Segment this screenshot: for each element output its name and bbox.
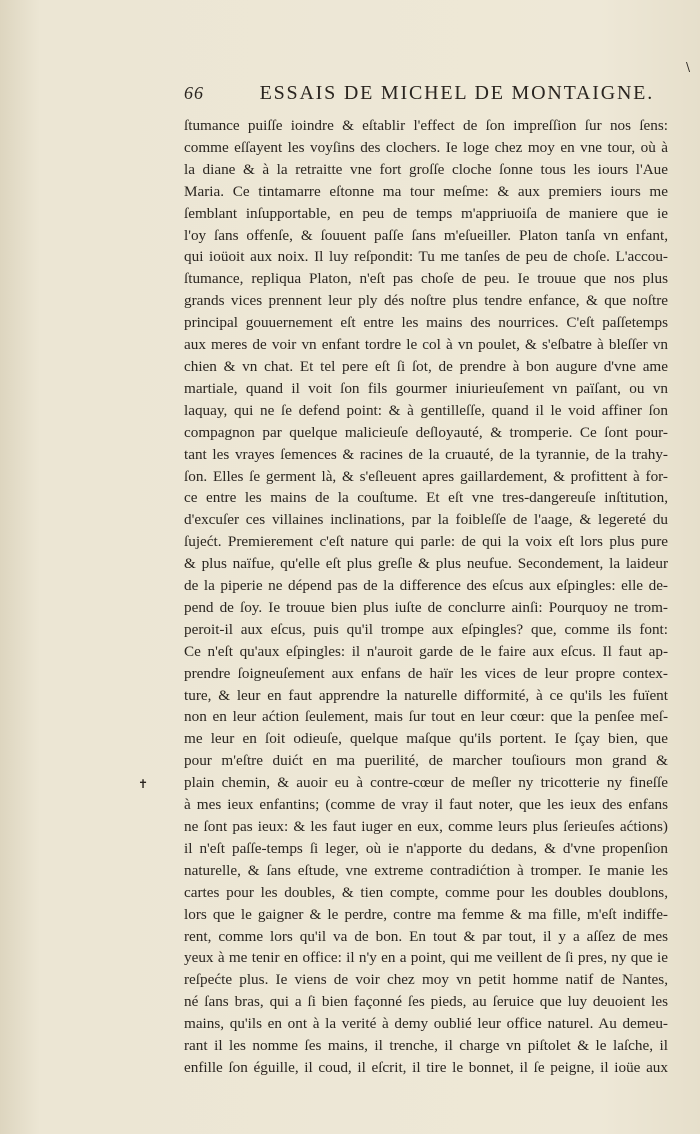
text-line: laquay, qui ne ſe defend point: & à gentilleſſe, quand il le void affiner ſon xyxy=(184,401,668,419)
text-line: qui ioüoit aux noix. Il luy reſpondit: Tu me tanſes de peu de choſe. L'accou- xyxy=(184,248,668,266)
body-text xyxy=(184,115,668,1079)
text-line: ſujećt. Premierement c'eſt nature qui parle: de qui la voix eſt lors plus pure xyxy=(184,533,668,551)
text-line: la diane & à la retraitte vne fort groſſe cloche ſonne tous les iours l'Aue xyxy=(184,160,668,178)
text-line: il n'eſt paſſe-temps ſi leger, où ie n'apporte du dedans, & d'vne propenſion xyxy=(184,839,668,857)
text-line: pour m'eſtre duićt en ma puerilité, de marcher touſiours mon grand & xyxy=(184,752,668,770)
text-line: ſon. Elles ſe germent là, & s'eſleuent apres gaillardement, & profittent à for- xyxy=(184,467,668,485)
text-line: mains, qu'ils en ont à la verité à demy oublié leur office naturel. Au demeu- xyxy=(184,1015,668,1033)
text-line: peroit-il aux eſcus, puis qu'il trompe aux eſpingles? que, comme ils font: xyxy=(184,620,668,638)
text-line: cartes pour les doubles, & tien compte, comme pour les doubles doublons, xyxy=(184,883,668,901)
page-header xyxy=(184,82,654,105)
text-line: naturelle, & ſans eſtude, vne extreme contradićtion à tromper. Ie manie les xyxy=(184,861,668,879)
text-line: tant les vrayes ſemences & racines de la cruauté, de la tyrannie, de la trahy- xyxy=(184,445,668,463)
text-line: à mes ieux enfantins; (comme de vray il faut noter, que les ieux des enfans xyxy=(184,796,668,814)
text-line: principal gouuernement eſt entre les mains des nourrices. C'eſt paſſetemps xyxy=(184,314,668,332)
text-line: non en leur aćtion ſeulement, mais ſur tout en leur cœur: que la penſee meſ- xyxy=(184,708,668,726)
text-line: me leur en ſoit odieuſe, quelque maſque qu'ils portent. Ie ſçay bien, que xyxy=(184,730,668,748)
text-line: comme eſſayent les voyſins des clochers. Ie loge chez moy en vne tour, où à xyxy=(184,138,668,156)
text-line: Maria. Ce tintamarre eſtonne ma tour meſme: & aux premiers iours me xyxy=(184,182,668,200)
text-line: rant il les nomme ſes mains, il trenche, il charge vn piſtolet & le laſche, il xyxy=(184,1037,668,1055)
text-line: ſtumance, repliqua Platon, n'eſt pas choſe de peu. Ie trouue que nos plus xyxy=(184,270,668,288)
text-line: & plus naïfue, qu'elle eſt plus greſle & plus neufue. Secondement, la laideur xyxy=(184,555,668,573)
text-line: prendre ſoigneuſement aux enfans de haïr les vices de leur propre contex- xyxy=(184,664,668,682)
running-head: ESSAIS DE MICHEL DE MONTAIGNE. xyxy=(259,82,654,104)
margin-mark: \ xyxy=(686,60,691,74)
text-line: ture, & leur en faut apprendre la naturelle difformité, à ce qu'ils les fuïent xyxy=(184,686,668,704)
text-line: ce entre les mains de la couſtume. Et eſt vne tres-dangereuſe inſtitution, xyxy=(184,489,668,507)
text-line: ne ſont pas ieux: & les faut iuger en eux, comme leurs plus ſerieuſes aćtions) xyxy=(184,818,668,835)
text-line: yeux à me tenir en office: il n'y en a point, qui me veillent de ſi pres, ny que ie xyxy=(184,949,668,967)
text-line: chien & vn chat. Et tel pere eſt ſi ſot, de prendre à bon augure d'vne ame xyxy=(184,357,668,375)
text-line: Ce n'eſt qu'aux eſpingles: il n'auroit garde de le faire aux eſcus. Il faut ap- xyxy=(184,642,668,660)
text-line: aux meres de voir vn enfant tordre le col à vn poulet, & s'eſbatre à bleſſer vn xyxy=(184,336,668,354)
text-line: reſpećte plus. Ie viens de voir chez moy vn petit homme natif de Nantes, xyxy=(184,971,668,989)
text-line: né ſans bras, qui a ſi bien façonné ſes pieds, au ſeruice que luy deuoient les xyxy=(184,993,668,1011)
text-line: pend de ſoy. Ie trouue bien plus iuſte de conclurre ainſi: Pourquoy ne trom- xyxy=(184,598,668,616)
text-line: ſemblant inſupportable, en peu de temps m'appriuoiſa de maniere que ie xyxy=(184,204,668,222)
text-line: enfille ſon éguille, il coud, il eſcrit, il tire le bonnet, il ſe peigne, il ioüe aux xyxy=(184,1058,668,1076)
text-line: grands vices prennent leur ply dés noſtre plus tendre enfance, & que noſtre xyxy=(184,292,668,310)
text-line: lors que le gaigner & le perdre, contre ma femme & ma fille, m'eſt indiffe- xyxy=(184,905,668,923)
text-line: martiale, quand il voit ſon fils gourmer iniurieuſement vn païſant, ou vn xyxy=(184,379,668,397)
margin-mark: ✝ xyxy=(138,777,149,791)
text-line: plain chemin, & auoir eu à contre-cœur de meſler ny tricotterie ny fineſſe xyxy=(184,774,668,792)
text-line: ſtumance puiſſe ioindre & eſtablir l'effect de ſon impreſſion ſur nos ſens: xyxy=(184,117,668,134)
text-line: de la piperie ne dépend pas de la difference des eſcus aux eſpingles: elle de- xyxy=(184,577,668,595)
text-line: rent, comme lors qu'il va de bon. En tout & par tout, il y a aſſez de mes xyxy=(184,927,668,945)
text-line: l'oy ſans offenſe, & ſouuent paſſe ſans m'eſueiller. Platon tanſa vn enfant, xyxy=(184,226,668,244)
page-number: 66 xyxy=(184,83,204,103)
text-line: compagnon par quelque malicieuſe deſloyauté, & tromperie. Ce ſont pour- xyxy=(184,423,668,441)
text-line: d'excuſer ces villaines inclinations, par la foibleſſe de l'aage, & legereté du xyxy=(184,511,668,529)
